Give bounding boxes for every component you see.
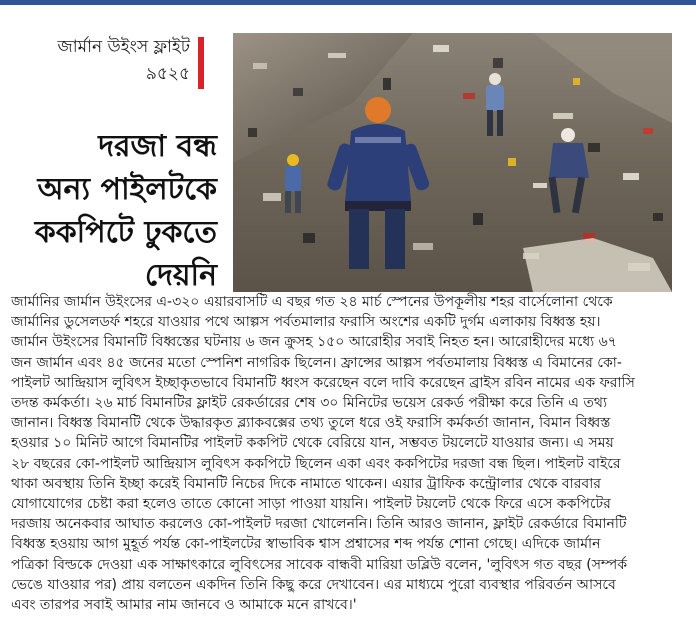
body-line: জার্মানির জার্মান উইংসের এ-৩২০ এয়ারবাসটি এ বছর গত ২৪ মার্চ স্পেনের উপকূলীয় শহর বার্সেলোনা থেকে bbox=[11, 294, 613, 310]
body-line: বিধ্বস্ত হওয়ায় আগ মুহূর্ত পর্যন্ত কো-পাইলটের স্বাভাবিক শ্বাস প্রশ্বাসের শব্দ পর্যন্ত শোনা গেছে। এদিকে জার্মান bbox=[11, 536, 601, 553]
body-line: যোগাযোগের চেষ্টা করা হলেও তাতে কোনো সাড়া পাওয়া যায়নি। পাইলট টয়লেট থেকে ফিরে এসে ককপিটের bbox=[11, 496, 611, 513]
headline-line: দেয়নি bbox=[144, 258, 217, 293]
body-line: দরজায় অনেকবার আঘাত করলেও কো-পাইলট দরজা খোলেননি। তিনি আরও জানান, ফ্লাইট রেকর্ডারে বিমানটি bbox=[11, 516, 627, 533]
kicker bbox=[14, 34, 204, 94]
news-photo bbox=[233, 33, 672, 292]
body-line: জানান। বিধ্বস্ত বিমানটি থেকে উদ্ধারকৃত ব্ল্যাকবক্সের তথ্য তুলে ধরে ওই ফরাসি কর্মকর্তা জানান, বিমান বিধ্বস্ত bbox=[11, 415, 611, 432]
headline-line: ককপিটে ঢুকতে bbox=[34, 215, 217, 250]
headline-line: অন্য পাইলটকে bbox=[37, 172, 217, 207]
article-body bbox=[11, 292, 683, 614]
body-line: তদন্ত কর্মকর্তা। ২৬ মার্চ বিমানটির ফ্লাইট রেকর্ডারের শেষ ৩০ মিনিটের ভয়েস রেকর্ড পরীক্ষা করে তিনি এ তথ্য bbox=[11, 395, 608, 412]
body-line: থাকা অবস্থায় তিনি ইচ্ছা করেই বিমানটি নিচের দিকে নামাতে থাকেন। এয়ার ট্রাফিক কন্ট্রোলার থেকে বারবার bbox=[11, 475, 601, 492]
body-line: জার্মান উইংসের বিমানটি বিধ্বস্তের ঘটনায় ৬ জন ক্রুসহ ১৫০ আরোহীর সবাই নিহত হন। আরোহীদের মধ্যে ৬৭ bbox=[11, 334, 617, 351]
headline bbox=[10, 125, 217, 297]
body-line: ভেঙে যাওয়ার পর) প্রায় বলতেন একদিন তিনি কিছু করে দেখাবেন। এর মাধ্যমে পুরো ব্যবস্থার পরিবর্তন আসবে bbox=[11, 576, 616, 593]
headline-line: দরজা বন্ধ bbox=[98, 129, 217, 164]
kicker-text: জার্মান উইংস ফ্লাইট ৯৫২৫ bbox=[57, 37, 190, 84]
body-line: জার্মানির ডুসেলডর্ফ শহরে যাওয়ার পথে আল্পস পর্বতমালার ফরাসি অংশের একটি দুর্গম এলাকায় বিধ্বস্ত হয়। bbox=[11, 314, 601, 331]
top-rule bbox=[0, 0, 696, 5]
body-line: পত্রিকা বিল্ডকে দেওয়া এক সাক্ষাৎকারে লুবিৎসের সাবেক বান্ধবী মারিয়া ডব্লিউ বলেন, 'লুবিৎস গত বছর (সম্পর্ক bbox=[11, 556, 628, 573]
body-line: এবং তারপর সবাই আমার নাম জানবে ও আমাকে মনে রাখবে।' bbox=[11, 597, 357, 614]
body-line: জন জার্মান এবং ৪৫ জনের মতো স্পেনিশ নাগরিক ছিলেন। ফ্রান্সের আল্পস পর্বতমালায় বিধ্বস্ত এ বিমানের কো- bbox=[11, 354, 622, 371]
body-line: পাইলট আন্দ্রিয়াস লুবিৎস ইচ্ছাকৃতভাবে বিমানটি ধ্বংস করেছেন বলে দাবি করেছেন ব্রাইস রবিন নামের এক ফরাসি bbox=[11, 374, 635, 391]
body-line: হওয়ার ১০ মিনিট আগে বিমানটির পাইলট ককপিট থেকে বেরিয়ে যান, সম্ভবত টয়লেটে যাওয়ার জন্য। এ সময় bbox=[11, 435, 614, 452]
body-line: ২৮ বছরের কো-পাইলট আন্দ্রিয়াস লুবিৎস ককপিটে ছিলেন একা এবং ককপিটের দরজা বন্ধ ছিল। পাইলট বাইরে bbox=[11, 455, 621, 472]
photo-illustration bbox=[233, 33, 672, 292]
kicker-accent-bar bbox=[198, 37, 204, 89]
